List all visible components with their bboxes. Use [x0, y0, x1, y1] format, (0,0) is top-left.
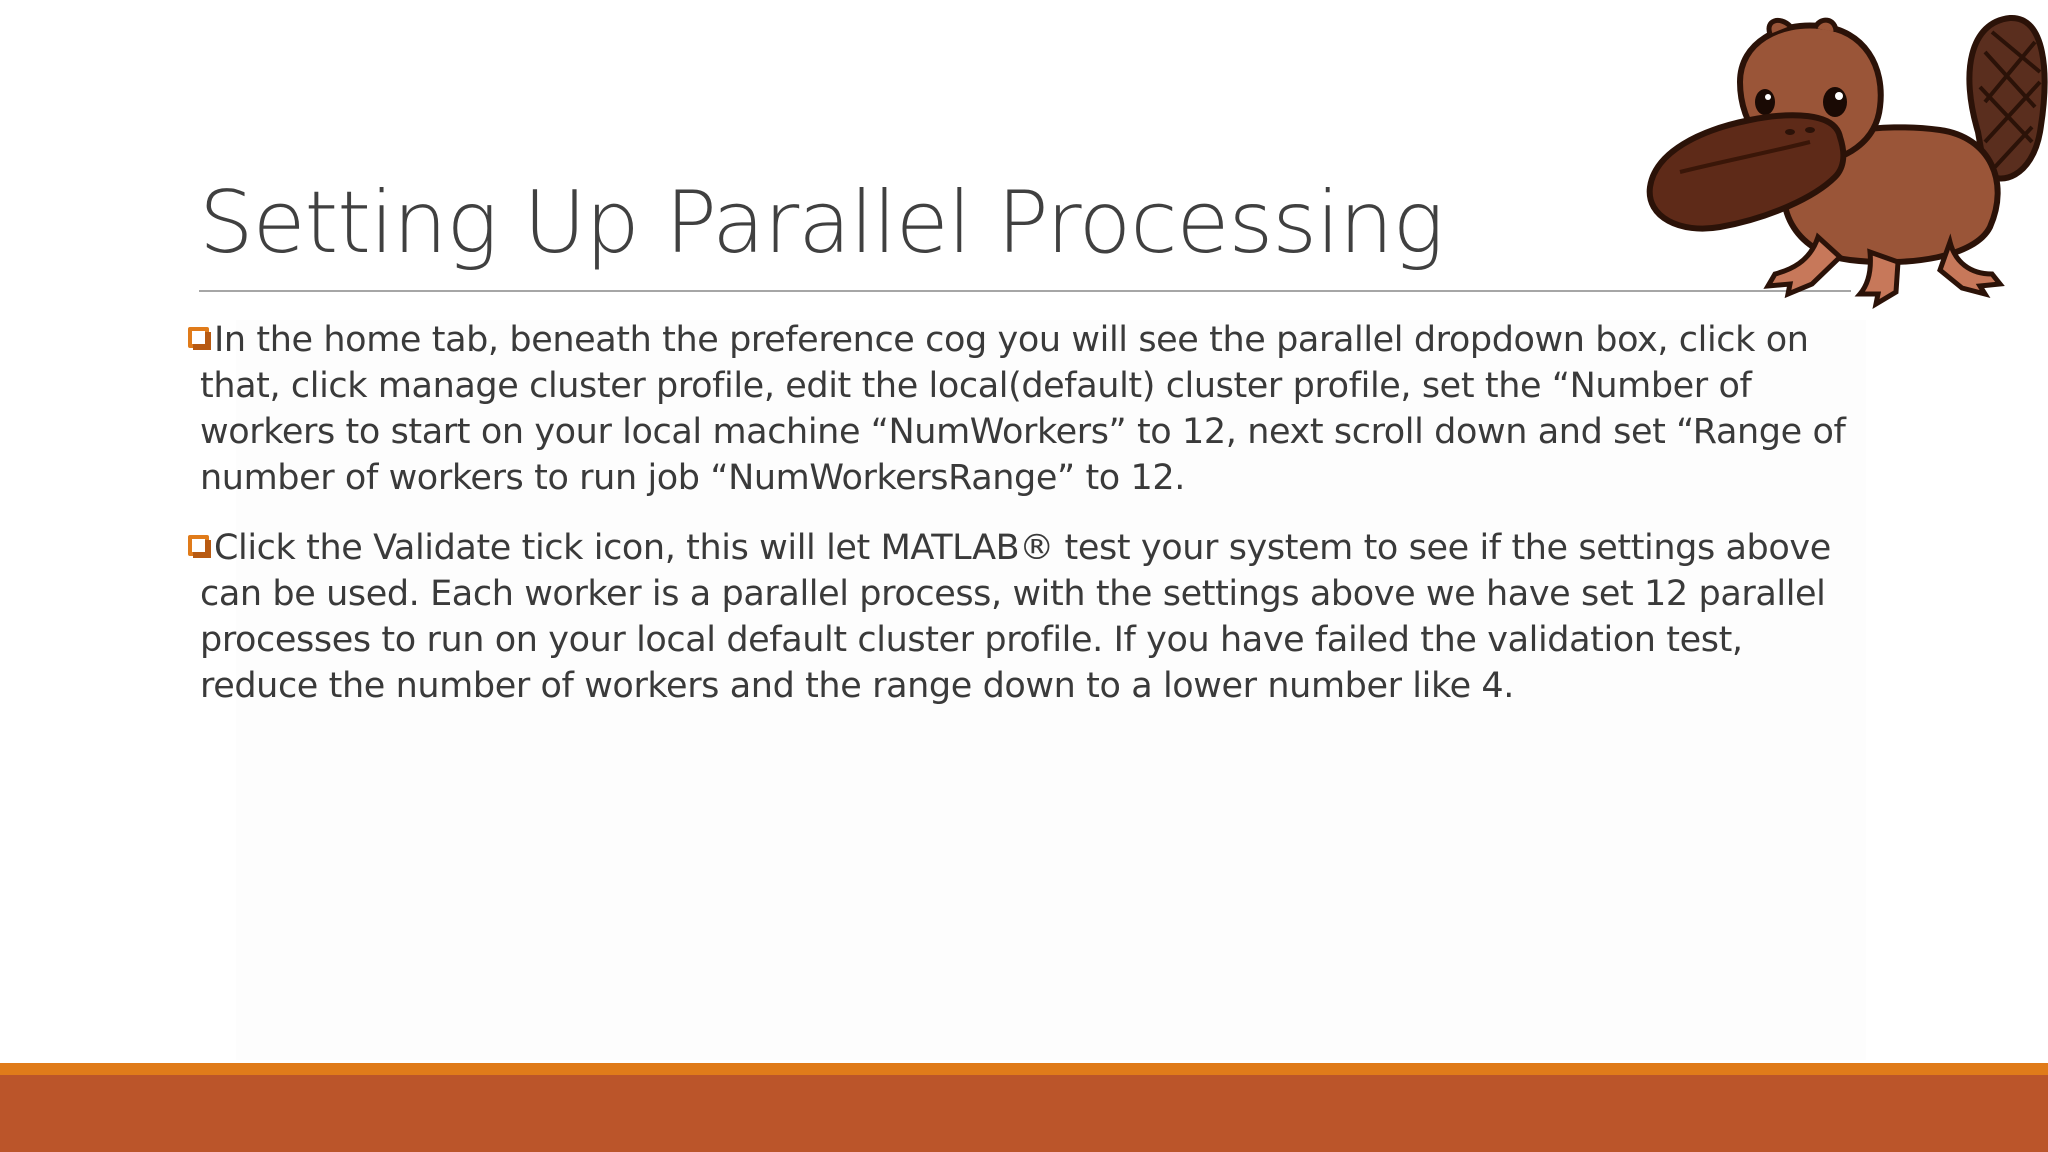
- checkbox-bullet-icon: [188, 327, 209, 348]
- platypus-mascot-icon: [1640, 12, 2048, 312]
- bullet-item: [188, 525, 1868, 709]
- footer-accent-bar: [0, 1063, 2048, 1075]
- bullet-text: Click the Validate tick icon, this will let MATLAB® test your system to see if the settings above can be used. Each worker is a parallel process, with the settings above we have set 12 parallel processes to run on your local default cluster profile. If you have failed the validation test, reduce the number of workers and the range down to a lower number like 4.: [200, 528, 1831, 706]
- title-divider: [199, 290, 1851, 292]
- checkbox-bullet-icon: [188, 535, 209, 556]
- bullet-item: [188, 317, 1868, 501]
- slide-title: Setting Up Parallel Processing: [199, 173, 1444, 273]
- bullet-text: In the home tab, beneath the preference cog you will see the parallel dropdown box, click on that, click manage cluster profile, edit the local(default) cluster profile, set the “Number of workers to start on your local machine “NumWorkers” to 12, next scroll down and set “Range of number of workers to run job “NumWorkersRange” to 12.: [200, 320, 1846, 498]
- bullet-list: [188, 317, 1868, 733]
- footer-bar: [0, 1075, 2048, 1152]
